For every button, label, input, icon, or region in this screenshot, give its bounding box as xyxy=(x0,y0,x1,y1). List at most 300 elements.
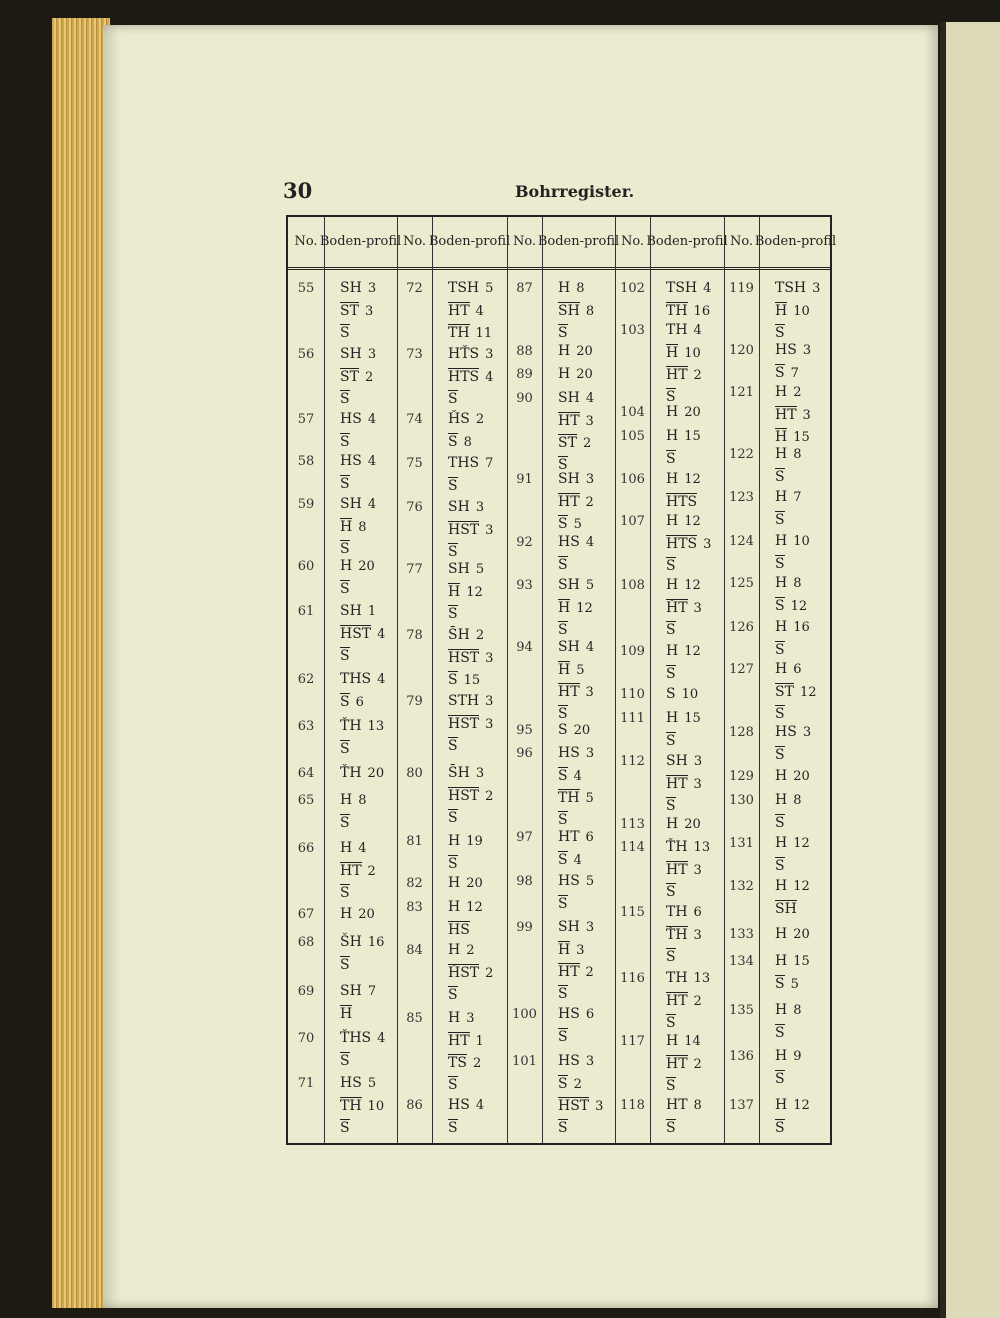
layer-thickness: 15 xyxy=(684,711,701,726)
book-page-edges xyxy=(52,18,110,1308)
soil-layer xyxy=(558,1028,568,1045)
soil-layer-code: S xyxy=(666,451,676,467)
boring-number: 76 xyxy=(406,500,423,515)
boring-number: 74 xyxy=(406,412,423,427)
soil-layer-code: S xyxy=(558,706,568,722)
soil-layer-code: S xyxy=(666,1078,676,1094)
soil-layer xyxy=(666,428,701,444)
soil-layer xyxy=(340,540,350,557)
layer-thickness: 20 xyxy=(576,344,593,359)
soil-layer xyxy=(340,718,384,734)
soil-layer xyxy=(775,835,810,851)
soil-layer-code: HT xyxy=(340,863,362,879)
soil-layer-code: H xyxy=(775,768,788,784)
layer-thickness: 2 xyxy=(466,943,475,958)
soil-layer xyxy=(558,985,568,1002)
soil-layer xyxy=(775,302,810,319)
soil-layer xyxy=(448,455,493,471)
layer-thickness: 8 xyxy=(576,281,585,296)
header-bodenprofil: Boden- profil xyxy=(754,234,837,249)
layer-thickness: 3 xyxy=(802,725,812,740)
soil-layer-code: H xyxy=(666,1033,679,1049)
column-rule xyxy=(432,217,433,1143)
soil-layer xyxy=(666,404,701,420)
layer-thickness: 3 xyxy=(802,343,812,358)
soil-layer xyxy=(558,745,594,761)
soil-layer-code: S xyxy=(340,741,350,757)
soil-layer-code: S xyxy=(448,478,458,494)
soil-layer xyxy=(340,453,376,469)
soil-layer xyxy=(666,366,702,383)
layer-thickness: 2 xyxy=(364,370,374,385)
soil-layer-code: H xyxy=(666,471,679,487)
boring-number: 65 xyxy=(297,793,315,808)
soil-layer-code: TH xyxy=(666,970,688,986)
layer-thickness: 10 xyxy=(793,534,810,549)
soil-layer xyxy=(448,433,472,450)
column-rule xyxy=(615,217,616,1143)
boring-number: 123 xyxy=(729,490,754,505)
soil-layer xyxy=(340,956,350,973)
soil-layer-code: S xyxy=(775,858,785,874)
layer-thickness: 8 xyxy=(793,576,802,591)
layer-thickness: 3 xyxy=(693,928,702,943)
layer-thickness: 20 xyxy=(358,559,375,574)
soil-layer xyxy=(558,515,582,532)
layer-thickness: 2 xyxy=(485,966,494,981)
soil-layer-code: S xyxy=(448,672,458,688)
boring-number: 78 xyxy=(406,628,423,643)
soil-layer-code: HS xyxy=(775,724,797,740)
soil-layer-code: ȞST xyxy=(448,965,480,981)
layer-thickness: 15 xyxy=(793,430,810,445)
soil-layer-code: HS xyxy=(558,745,580,761)
soil-layer xyxy=(558,829,594,845)
soil-layer-code: TS xyxy=(448,1055,467,1071)
soil-layer xyxy=(558,963,594,980)
soil-layer xyxy=(340,934,384,950)
boring-number: 101 xyxy=(512,1054,537,1069)
soil-layer-code: S xyxy=(666,733,676,749)
header-no: No. xyxy=(512,234,537,249)
soil-layer-code: ŤH xyxy=(666,927,688,943)
layer-thickness: 3 xyxy=(485,347,494,362)
soil-layer-code: H xyxy=(775,303,788,319)
soil-layer xyxy=(340,840,367,856)
soil-layer-code: H xyxy=(558,280,571,296)
soil-layer-code: ŠH xyxy=(340,934,362,950)
soil-layer-code: H xyxy=(448,875,461,891)
soil-layer-code: H xyxy=(558,600,571,616)
soil-layer xyxy=(775,384,802,400)
soil-layer xyxy=(558,302,594,319)
layer-thickness: 3 xyxy=(475,500,485,515)
soil-layer-code: SH xyxy=(448,499,470,515)
boring-number: 96 xyxy=(516,746,533,761)
soil-layer xyxy=(775,428,810,445)
soil-layer-code: H xyxy=(775,575,788,591)
soil-layer-code: ȞT xyxy=(666,600,688,616)
soil-layer-code: S xyxy=(775,469,785,485)
layer-thickness: 4 xyxy=(573,769,582,784)
layer-thickness: 2 xyxy=(573,1077,582,1092)
soil-layer xyxy=(666,1033,701,1049)
soil-layer xyxy=(448,649,493,666)
soil-layer-code: ŤH xyxy=(340,765,362,781)
soil-layer-code: H xyxy=(775,878,788,894)
soil-layer xyxy=(448,477,458,494)
layer-thickness: 16 xyxy=(367,935,385,950)
soil-layer-code: H xyxy=(775,661,788,677)
boring-number: 92 xyxy=(516,535,533,550)
soil-layer xyxy=(448,921,470,938)
layer-thickness: 5 xyxy=(585,874,595,889)
layer-thickness: 4 xyxy=(703,281,712,296)
layer-thickness: 13 xyxy=(693,840,711,855)
soil-layer-code: S xyxy=(448,1120,458,1136)
soil-layer-code: S xyxy=(558,722,568,738)
layer-thickness: 4 xyxy=(585,391,595,406)
soil-layer-code: ŤHS xyxy=(340,1030,372,1046)
layer-thickness: 5 xyxy=(475,562,485,577)
layer-thickness: 3 xyxy=(585,414,594,429)
boring-number: 84 xyxy=(406,943,423,958)
soil-layer-code: HTS xyxy=(666,536,698,552)
soil-layer-code: TSH xyxy=(666,280,698,296)
layer-thickness: 3 xyxy=(485,694,494,709)
soil-layer-code: S xyxy=(666,1015,676,1031)
boring-number: 135 xyxy=(729,1003,754,1018)
soil-layer xyxy=(558,1075,582,1092)
soil-layer xyxy=(340,1052,350,1069)
layer-thickness: 4 xyxy=(377,672,386,687)
soil-layer-code: TH xyxy=(448,325,470,341)
soil-layer xyxy=(666,775,702,792)
soil-layer xyxy=(448,390,458,407)
soil-layer-code: S xyxy=(340,476,350,492)
boring-number: 127 xyxy=(729,662,754,677)
layer-thickness: 6 xyxy=(585,830,594,845)
soil-layer-code: TH xyxy=(558,790,580,806)
layer-thickness: 6 xyxy=(355,695,364,710)
soil-layer-code: H xyxy=(448,899,461,915)
soil-layer-code: SH xyxy=(558,303,580,319)
soil-layer-code: TH xyxy=(666,904,688,920)
bohrregister-table xyxy=(286,215,837,1145)
layer-thickness: 3 xyxy=(367,347,377,362)
soil-layer-code: S xyxy=(340,815,350,831)
soil-layer-code: HS xyxy=(558,1006,580,1022)
soil-layer-code: H xyxy=(775,1097,788,1113)
soil-layer-code: H xyxy=(775,1048,788,1064)
boring-number: 118 xyxy=(620,1098,645,1113)
layer-thickness: 8 xyxy=(793,447,802,462)
soil-layer xyxy=(666,686,698,702)
layer-thickness: 4 xyxy=(475,1098,485,1113)
soil-layer-code: HST xyxy=(448,522,480,538)
soil-layer-code: S xyxy=(340,434,350,450)
layer-thickness: 16 xyxy=(693,304,711,319)
soil-layer-code: SH xyxy=(558,390,580,406)
soil-layer-code: S xyxy=(558,1029,568,1045)
column-rule xyxy=(542,217,543,1143)
soil-layer xyxy=(558,390,594,406)
layer-thickness: 20 xyxy=(573,723,591,738)
column-rule xyxy=(759,217,760,1143)
soil-layer xyxy=(666,883,676,900)
soil-layer xyxy=(340,792,367,808)
soil-layer-code: HT xyxy=(666,862,688,878)
boring-number: 63 xyxy=(297,719,315,734)
soil-layer xyxy=(448,1054,481,1071)
boring-number: 120 xyxy=(729,343,754,358)
column-rule xyxy=(324,217,325,1143)
soil-layer xyxy=(340,765,384,781)
soil-layer xyxy=(558,767,582,784)
soil-layer xyxy=(666,904,702,920)
running-head: Bohrregister. xyxy=(515,182,635,201)
soil-layer xyxy=(775,857,785,874)
layer-thickness: 3 xyxy=(364,304,374,319)
layer-thickness: 4 xyxy=(367,454,377,469)
soil-layer xyxy=(558,599,593,616)
boring-number: 86 xyxy=(406,1098,423,1113)
soil-layer xyxy=(448,346,493,362)
soil-layer xyxy=(666,302,710,319)
soil-layer-code: S xyxy=(666,1120,676,1136)
soil-layer-code: HT xyxy=(558,413,580,429)
boring-number: 77 xyxy=(406,562,423,577)
soil-layer-code: TSH xyxy=(775,280,807,296)
soil-layer-code: TH xyxy=(340,1098,362,1114)
layer-thickness: 3 xyxy=(367,281,377,296)
soil-layer xyxy=(775,661,802,677)
soil-layer-code: HT xyxy=(558,494,580,510)
soil-layer-code: S xyxy=(340,581,350,597)
soil-layer xyxy=(666,992,702,1009)
soil-layer xyxy=(666,643,701,659)
soil-layer-code: S xyxy=(340,694,350,710)
soil-layer xyxy=(775,1097,810,1113)
soil-layer xyxy=(448,1076,458,1093)
layer-thickness: 20 xyxy=(358,907,375,922)
boring-number: 82 xyxy=(406,876,423,891)
soil-layer-code: S xyxy=(558,896,568,912)
soil-layer xyxy=(558,639,594,655)
boring-number: 107 xyxy=(620,514,645,529)
layer-thickness: 13 xyxy=(367,719,385,734)
soil-layer xyxy=(448,543,458,560)
boring-number: 75 xyxy=(406,456,423,471)
soil-layer-code: THS xyxy=(340,671,372,687)
soil-layer xyxy=(775,724,811,740)
soil-layer-code: S xyxy=(448,856,458,872)
soil-layer xyxy=(558,1006,594,1022)
boring-number: 79 xyxy=(406,694,423,709)
boring-number: 116 xyxy=(620,971,645,986)
layer-thickness: 2 xyxy=(693,368,702,383)
layer-thickness: 2 xyxy=(693,1057,702,1072)
soil-layer xyxy=(340,558,375,574)
soil-layer-code: S xyxy=(775,976,785,992)
layer-thickness: 5 xyxy=(485,281,494,296)
soil-layer xyxy=(340,390,350,407)
boring-number: 125 xyxy=(729,576,754,591)
boring-number: 124 xyxy=(729,534,754,549)
soil-layer-code: SH xyxy=(340,983,362,999)
soil-layer xyxy=(775,1002,802,1018)
layer-thickness: 20 xyxy=(684,817,701,832)
layer-thickness: 6 xyxy=(585,1007,595,1022)
soil-layer-code: S xyxy=(775,325,785,341)
layer-thickness: 2 xyxy=(582,436,592,451)
layer-thickness: 7 xyxy=(367,984,377,999)
soil-layer-code: ST xyxy=(558,435,577,451)
layer-thickness: 20 xyxy=(684,405,701,420)
soil-layer-code: H xyxy=(775,384,788,400)
soil-layer-code: S xyxy=(558,557,568,573)
boring-number: 69 xyxy=(297,984,315,999)
layer-thickness: 20 xyxy=(466,876,483,891)
soil-layer-code: S xyxy=(340,957,350,973)
soil-layer xyxy=(448,280,493,296)
soil-layer-code: HS̄T xyxy=(448,650,480,666)
soil-layer xyxy=(558,789,594,806)
boring-number: 102 xyxy=(620,281,645,296)
soil-layer xyxy=(448,671,480,688)
soil-layer xyxy=(775,683,816,700)
soil-layer xyxy=(558,577,594,593)
boring-number: 59 xyxy=(297,497,315,512)
layer-thickness: 2 xyxy=(472,1056,482,1071)
soil-layer xyxy=(448,899,483,915)
layer-thickness: 2 xyxy=(585,495,594,510)
soil-layer xyxy=(775,555,785,572)
soil-layer xyxy=(666,322,702,338)
boring-number: 112 xyxy=(620,754,645,769)
layer-thickness: 3 xyxy=(693,754,703,769)
soil-layer xyxy=(666,535,711,552)
boring-number: 93 xyxy=(516,578,533,593)
soil-layer xyxy=(775,619,810,635)
header-no: No. xyxy=(729,234,754,249)
boring-number: 99 xyxy=(516,920,533,935)
layer-thickness: 3 xyxy=(576,943,585,958)
soil-layer-code: S xyxy=(666,558,676,574)
soil-layer-code: S xyxy=(775,815,785,831)
soil-layer xyxy=(340,433,350,450)
boring-number: 131 xyxy=(729,836,754,851)
layer-thickness: 2 xyxy=(485,789,494,804)
layer-thickness: 3 xyxy=(585,746,595,761)
soil-layer xyxy=(775,1048,802,1064)
soil-layer-code: S xyxy=(666,389,676,405)
boring-number: 83 xyxy=(406,900,423,915)
layer-thickness: 12 xyxy=(790,599,808,614)
boring-number: 62 xyxy=(297,672,315,687)
soil-layer xyxy=(775,575,802,591)
soil-layer xyxy=(666,797,676,814)
soil-layer xyxy=(448,583,483,600)
soil-layer xyxy=(558,324,568,341)
soil-layer-code: H xyxy=(448,584,461,600)
header-no: No. xyxy=(620,234,645,249)
page-number: 30 xyxy=(283,178,313,203)
layer-thickness: 10 xyxy=(793,304,810,319)
soil-layer-code: THS xyxy=(448,455,480,471)
layer-thickness: 2 xyxy=(367,864,376,879)
soil-layer xyxy=(448,411,484,427)
soil-layer xyxy=(558,1119,568,1136)
soil-layer xyxy=(340,346,376,362)
soil-layer xyxy=(666,1014,676,1031)
soil-layer xyxy=(340,862,376,879)
boring-number: 113 xyxy=(620,817,645,832)
soil-layer-code: H xyxy=(775,446,788,462)
layer-thickness: 7 xyxy=(790,366,799,381)
soil-layer-code: S xyxy=(340,325,350,341)
soil-layer-code: HT xyxy=(666,1056,688,1072)
boring-number: 95 xyxy=(516,723,533,738)
boring-number: 111 xyxy=(620,711,645,726)
boring-number: 67 xyxy=(297,907,315,922)
soil-layer xyxy=(448,1032,484,1049)
layer-thickness: 12 xyxy=(684,514,701,529)
layer-thickness: 11 xyxy=(475,326,493,341)
soil-layer xyxy=(448,1119,458,1136)
layer-thickness: 3 xyxy=(585,472,595,487)
soil-layer xyxy=(558,811,568,828)
soil-layer-code: H xyxy=(666,513,679,529)
soil-layer xyxy=(558,556,568,573)
soil-layer-code: S xyxy=(558,622,568,638)
layer-thickness: 12 xyxy=(684,644,701,659)
soil-layer-code: HT xyxy=(666,367,688,383)
soil-layer-code: H xyxy=(775,429,788,445)
soil-layer-code: HT xyxy=(775,407,797,423)
layer-thickness: 12 xyxy=(466,900,483,915)
boring-number: 66 xyxy=(297,841,315,856)
soil-layer xyxy=(666,839,710,855)
soil-layer-code: H xyxy=(775,533,788,549)
layer-thickness: 12 xyxy=(466,585,483,600)
soil-layer xyxy=(448,302,484,319)
boring-number: 88 xyxy=(516,344,533,359)
soil-layer xyxy=(340,603,376,619)
soil-layer xyxy=(666,732,676,749)
layer-thickness: 12 xyxy=(793,836,810,851)
soil-layer xyxy=(775,768,810,784)
soil-layer-code: S xyxy=(775,1120,785,1136)
layer-thickness: 4 xyxy=(573,853,582,868)
boring-number: 130 xyxy=(729,793,754,808)
soil-layer-code: S xyxy=(340,1120,350,1136)
boring-number: 68 xyxy=(297,935,315,950)
layer-thickness: 10 xyxy=(684,346,701,361)
layer-thickness: 2 xyxy=(793,385,802,400)
layer-thickness: 4 xyxy=(367,412,377,427)
layer-thickness: 10 xyxy=(367,1099,385,1114)
soil-layer xyxy=(558,343,593,359)
soil-layer xyxy=(558,873,594,889)
layer-thickness: 15 xyxy=(793,954,810,969)
soil-layer-code: S xyxy=(558,986,568,1002)
soil-layer-code: S xyxy=(340,541,350,557)
soil-layer-code: HS xyxy=(340,1075,362,1091)
soil-layer-code: S̄H xyxy=(448,627,470,643)
boring-number: 90 xyxy=(516,391,533,406)
boring-number: 121 xyxy=(729,385,754,400)
